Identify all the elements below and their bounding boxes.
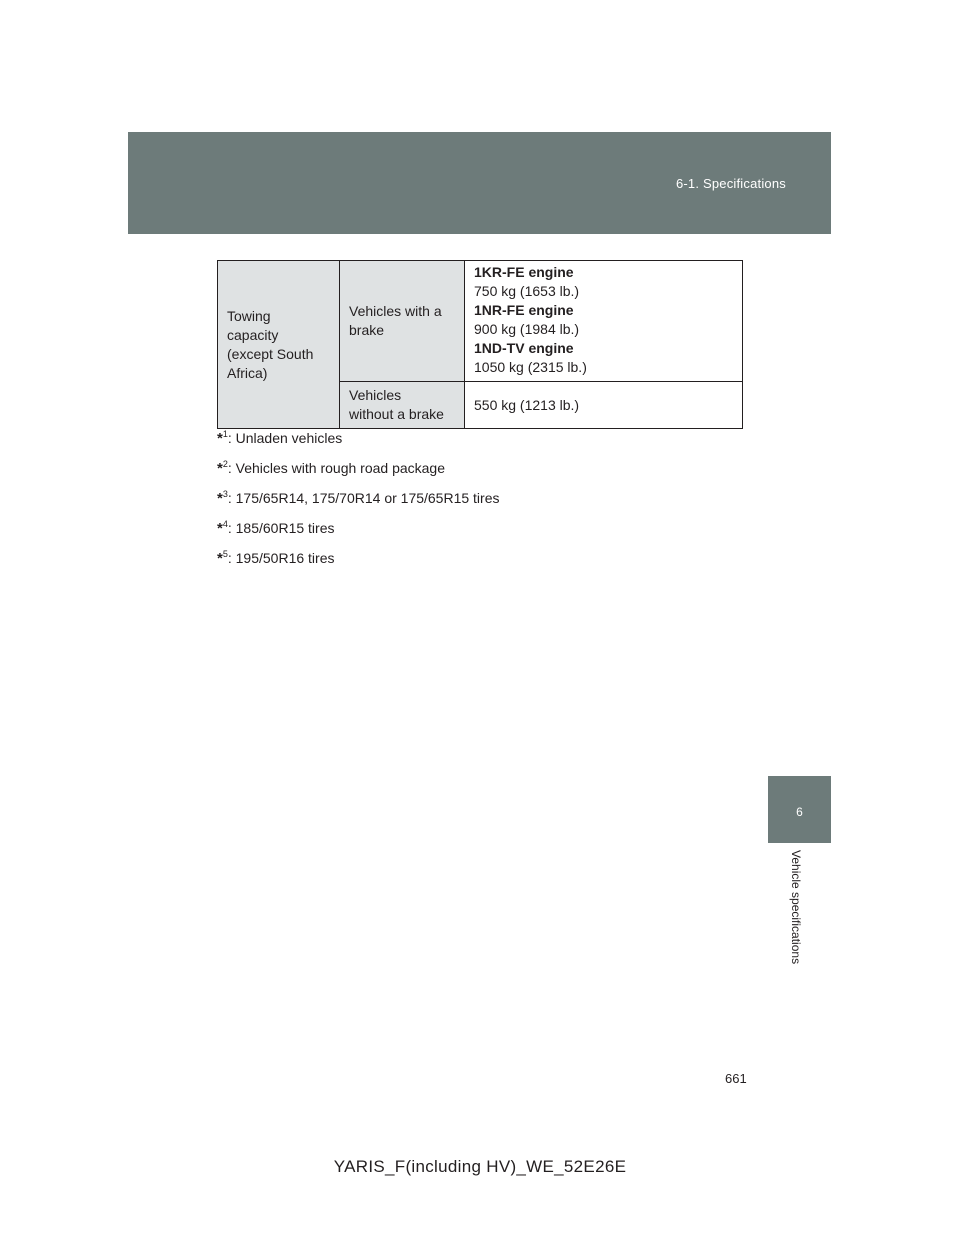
footnote: *$^1$: Unladen vehicles (217, 429, 343, 447)
chapter-label: Vehicle specifications (789, 850, 803, 965)
engine-name: 1NR-FE engine (474, 302, 574, 318)
without-brake-value-cell: 550 kg (1213 lb.) (465, 382, 743, 429)
header-band (128, 132, 831, 234)
page-number: 661 (725, 1071, 747, 1086)
footer-code: YARIS_F(including HV)_WE_52E26E (333, 1157, 627, 1176)
footnotes (217, 429, 500, 579)
engine-name: 1KR-FE engine (474, 264, 574, 280)
with-brake-values-cell (465, 261, 743, 382)
towing-capacity-category-cell: Towing capacity (except South Africa) (218, 261, 340, 429)
with-brake-label-cell: Vehicles with a brake (340, 261, 465, 382)
engine-name: 1ND-TV engine (474, 340, 574, 356)
capacity-value: 1050 kg (2315 lb.) (474, 359, 587, 375)
without-brake-label-cell: Vehicles without a brake (340, 382, 465, 429)
capacity-value: 900 kg (1984 lb.) (474, 321, 580, 337)
section-title: 6-1. Specifications (675, 176, 786, 191)
footnote: *$^4$: 185/60R15 tires (217, 519, 335, 537)
footnote: *$^3$: 175/65R14, 175/70R14 or 175/65R15 tires (217, 489, 500, 507)
footnote: *$^5$: 195/50R16 tires (217, 549, 335, 567)
towing-capacity-table (217, 260, 743, 429)
chapter-number: 6 (796, 805, 803, 819)
table-row (218, 261, 743, 382)
footnote: *$^2$: Vehicles with rough road package (217, 459, 445, 477)
capacity-value: 750 kg (1653 lb.) (474, 283, 580, 299)
chapter-tab[interactable] (768, 776, 831, 843)
